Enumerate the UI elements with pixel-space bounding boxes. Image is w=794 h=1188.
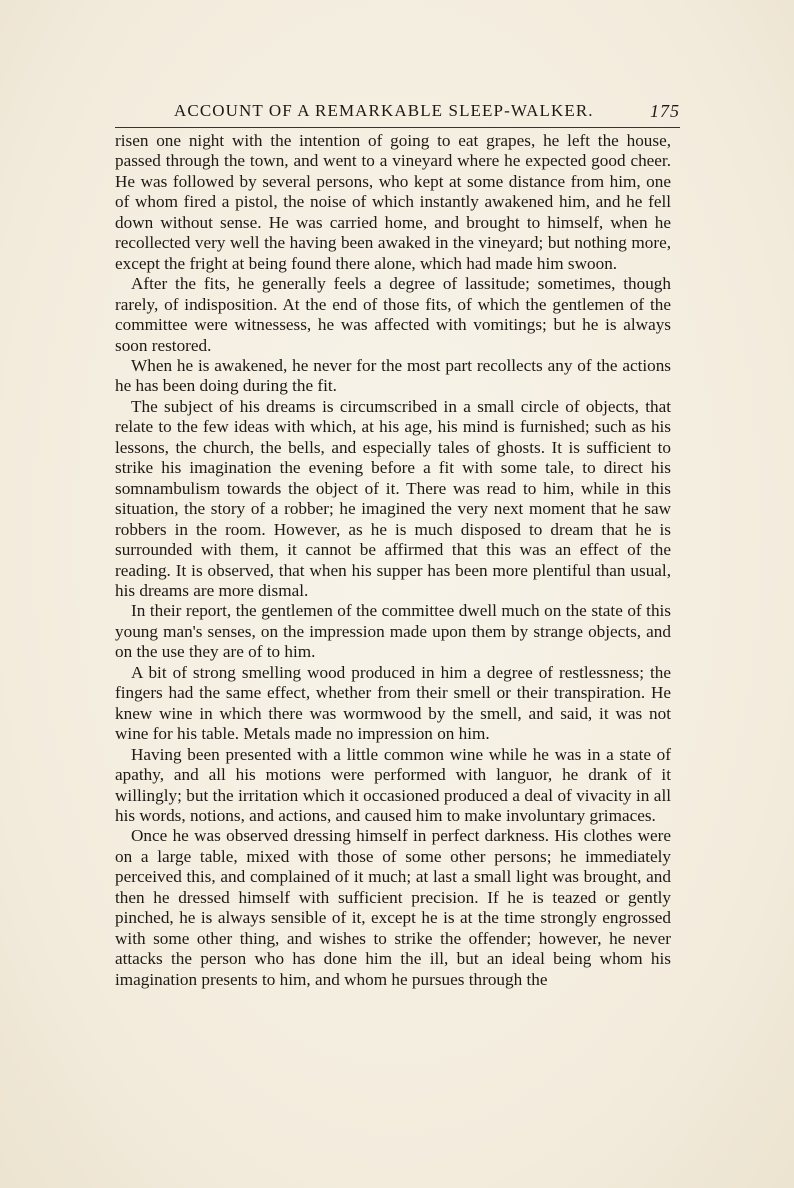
- running-head: ACCOUNT OF A REMARKABLE SLEEP-WALKER.: [174, 101, 594, 120]
- paragraph: When he is awakened, he never for the most part recollects any of the actions he has been doing during the fit.: [115, 355, 671, 396]
- body-text: [115, 131, 671, 990]
- paragraph: Having been presented with a little common wine while he was in a state of apathy, and all his motions were performed with languor, he drank of it willingly; but the irritation which it occasioned produced a deal of vivacity in all his words, notions, and actions, and caused him to make involuntary grimaces.: [115, 744, 671, 825]
- paragraph: The subject of his dreams is circumscribed in a small circle of objects, that relate to the few ideas with which, at his age, his mind is furnished; such as his lessons, the church, the bells, and especially tales of ghosts. It is sufficient to strike his imagination the evening before a fit with some tale, to direct his somnambulism towards the object of it. There was read to him, while in this situation, the story of a robber; he imagined the very next moment that he saw robbers in the room. However, as he is much disposed to dream that he is surrounded with them, it cannot be affirmed that this was an effect of the reading. It is observed, that when his supper has been more plentiful than usual, his dreams are more dismal.: [115, 396, 671, 600]
- page-header: [110, 101, 680, 125]
- page-number: 175: [650, 101, 680, 121]
- paragraph: Once he was observed dressing himself in perfect darkness. His clothes were on a large table, mixed with those of some other persons; he immediately perceived this, and complained of it much; at last a small light was brought, and then he dressed himself with sufficient precision. If he is teazed or gently pinched, he is always sensible of it, except he is at the time strongly engrossed with some other thing, and wishes to strike the offender; however, he never attacks the person who has done him the ill, but an ideal being whom his imagination presents to him, and whom he pursues through the: [115, 826, 671, 989]
- paragraph: A bit of strong smelling wood produced in him a degree of restlessness; the fingers had the same effect, whether from their smell or their transpiration. He knew wine in which there was wormwood by the smell, and said, it was not wine for his table. Metals made no impression on him.: [115, 662, 671, 744]
- paragraph: In their report, the gentlemen of the committee dwell much on the state of this young man's senses, on the impression made upon them by strange objects, and on the use they are of to him.: [115, 601, 671, 662]
- paragraph: risen one night with the intention of going to eat grapes, he left the house, passed through the town, and went to a vineyard where he expected good cheer. He was followed by several persons, who kept at some distance from him, one of whom fired a pistol, the noise of which instantly awakened him, and he fell down without sense. He was carried home, and brought to himself, when he recollected very well the having been awaked in the vineyard; but nothing more, except the fright at being found there alone, which had made him swoon.: [115, 131, 671, 273]
- paragraph: After the fits, he generally feels a degree of lassitude; sometimes, though rarely, of indisposition. At the end of those fits, of which the gentlemen of the committee were witnessess, he was affected with vomitings; but he is always soon restored.: [115, 274, 671, 355]
- header-rule: [115, 127, 680, 128]
